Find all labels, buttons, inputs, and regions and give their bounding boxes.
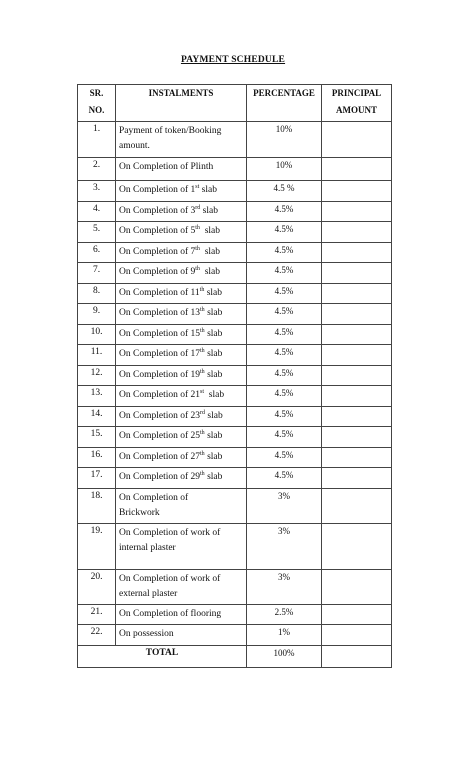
instalment-text: On Completion of 9th slab bbox=[119, 266, 220, 277]
row-sr-no: 10. bbox=[78, 324, 116, 345]
table-row bbox=[78, 427, 392, 448]
instalment-text: On Completion of 29th slab bbox=[119, 471, 223, 482]
table-row bbox=[78, 345, 392, 366]
instalment-text-line2: internal plaster bbox=[119, 542, 176, 553]
row-instalment bbox=[116, 427, 247, 448]
ordinal-suffix: th bbox=[199, 286, 205, 293]
row-sr-no: 20. bbox=[78, 569, 116, 604]
row-principal-amount bbox=[322, 222, 392, 243]
row-percentage: 4.5% bbox=[247, 263, 322, 284]
total-principal-amount bbox=[322, 645, 392, 667]
row-percentage: 4.5% bbox=[247, 427, 322, 448]
table-row bbox=[78, 122, 392, 158]
instalment-text-line2: Brickwork bbox=[119, 507, 160, 518]
row-principal-amount bbox=[322, 158, 392, 181]
row-principal-amount bbox=[322, 201, 392, 222]
document-title: PAYMENT SCHEDULE bbox=[180, 55, 286, 65]
row-instalment bbox=[116, 468, 247, 489]
instalment-text: On Completion of 25th slab bbox=[119, 430, 223, 441]
row-instalment bbox=[116, 447, 247, 468]
row-sr-no: 9. bbox=[78, 304, 116, 325]
row-sr-no: 13. bbox=[78, 386, 116, 407]
instalment-text-line2: external plaster bbox=[119, 588, 178, 599]
table-row bbox=[78, 386, 392, 407]
row-percentage: 4.5% bbox=[247, 222, 322, 243]
table-row bbox=[78, 365, 392, 386]
row-principal-amount bbox=[322, 386, 392, 407]
table-header-row bbox=[78, 85, 392, 122]
row-sr-no: 17. bbox=[78, 468, 116, 489]
row-percentage: 4.5% bbox=[247, 242, 322, 263]
row-instalment bbox=[116, 324, 247, 345]
row-sr-no: 4. bbox=[78, 201, 116, 222]
instalment-text: On Completion of 27th slab bbox=[119, 450, 223, 462]
row-percentage: 10% bbox=[247, 122, 322, 158]
row-sr-no: 2. bbox=[78, 158, 116, 181]
header-principal-amount: PRINCIPAL AMOUNT bbox=[322, 85, 392, 122]
row-principal-amount bbox=[322, 604, 392, 625]
row-percentage: 4.5% bbox=[247, 386, 322, 407]
row-principal-amount bbox=[322, 365, 392, 386]
row-principal-amount bbox=[322, 569, 392, 604]
table-row bbox=[78, 447, 392, 468]
row-percentage: 3% bbox=[247, 569, 322, 604]
table-row bbox=[78, 242, 392, 263]
row-sr-no: 19. bbox=[78, 523, 116, 569]
row-instalment bbox=[116, 122, 247, 158]
row-instalment bbox=[116, 406, 247, 427]
row-instalment bbox=[116, 158, 247, 181]
ordinal-suffix: th bbox=[200, 327, 205, 334]
instalment-text: On Completion of work of bbox=[119, 573, 221, 584]
table-row bbox=[78, 604, 392, 625]
row-principal-amount bbox=[322, 625, 392, 646]
row-instalment bbox=[116, 569, 247, 604]
row-sr-no: 5. bbox=[78, 222, 116, 243]
row-percentage: 4.5% bbox=[247, 201, 322, 222]
row-principal-amount bbox=[322, 304, 392, 325]
row-principal-amount bbox=[322, 488, 392, 523]
row-percentage: 4.5% bbox=[247, 304, 322, 325]
table-row bbox=[78, 201, 392, 222]
instalment-text: On Completion of 19th slab bbox=[119, 368, 223, 380]
table-row bbox=[78, 181, 392, 202]
ordinal-suffix: th bbox=[200, 450, 205, 457]
row-sr-no: 12. bbox=[78, 365, 116, 386]
ordinal-suffix: th bbox=[200, 430, 205, 436]
ordinal-suffix: st bbox=[200, 389, 205, 395]
row-percentage: 4.5% bbox=[247, 468, 322, 489]
instalment-text: On Completion of 23rd slab bbox=[119, 409, 223, 421]
table-row bbox=[78, 222, 392, 243]
ordinal-suffix: rd bbox=[200, 409, 206, 416]
total-row bbox=[78, 645, 392, 667]
instalment-text: On Completion of 13th slab bbox=[119, 307, 223, 318]
row-sr-no: 11. bbox=[78, 345, 116, 366]
row-instalment bbox=[116, 181, 247, 202]
table-row bbox=[78, 406, 392, 427]
ordinal-suffix: th bbox=[195, 266, 200, 272]
row-instalment bbox=[116, 523, 247, 569]
ordinal-suffix: th bbox=[200, 348, 205, 354]
ordinal-suffix: rd bbox=[195, 204, 201, 211]
row-principal-amount bbox=[322, 468, 392, 489]
instalment-text: On possession bbox=[119, 629, 174, 639]
row-percentage: 3% bbox=[247, 523, 322, 569]
instalment-text: On Completion of bbox=[119, 492, 189, 503]
row-instalment bbox=[116, 625, 247, 646]
instalment-text: Payment of token/Booking bbox=[119, 126, 222, 136]
row-percentage: 10% bbox=[247, 158, 322, 181]
table-row bbox=[78, 468, 392, 489]
instalment-text: On Completion of 5th slab bbox=[119, 225, 220, 236]
row-sr-no: 21. bbox=[78, 604, 116, 625]
instalment-text: On Completion of 21st slab bbox=[119, 389, 225, 400]
instalment-text: On Completion of 15th slab bbox=[119, 327, 223, 339]
ordinal-suffix: th bbox=[195, 225, 200, 231]
ordinal-suffix: th bbox=[195, 245, 200, 252]
row-principal-amount bbox=[322, 122, 392, 158]
instalment-text-line2: amount. bbox=[119, 141, 150, 151]
instalment-text: On Completion of work of bbox=[119, 527, 221, 538]
row-instalment bbox=[116, 488, 247, 523]
row-sr-no: 16. bbox=[78, 447, 116, 468]
row-instalment bbox=[116, 365, 247, 386]
ordinal-suffix: th bbox=[200, 307, 205, 313]
row-percentage: 2.5% bbox=[247, 604, 322, 625]
row-percentage: 3% bbox=[247, 488, 322, 523]
row-percentage: 4.5 % bbox=[247, 181, 322, 202]
row-percentage: 4.5% bbox=[247, 345, 322, 366]
total-percentage: 100% bbox=[247, 645, 322, 667]
row-sr-no: 3. bbox=[78, 181, 116, 202]
ordinal-suffix: th bbox=[200, 368, 205, 375]
row-instalment bbox=[116, 345, 247, 366]
instalment-text: On Completion of 3rd slab bbox=[119, 204, 218, 216]
row-sr-no: 7. bbox=[78, 263, 116, 284]
row-instalment bbox=[116, 242, 247, 263]
row-instalment bbox=[116, 201, 247, 222]
ordinal-suffix: st bbox=[195, 184, 200, 190]
row-instalment bbox=[116, 263, 247, 284]
row-principal-amount bbox=[322, 523, 392, 569]
payment-schedule-table bbox=[77, 84, 392, 668]
instalment-text: On Completion of 7th slab bbox=[119, 245, 220, 257]
row-principal-amount bbox=[322, 427, 392, 448]
row-percentage: 4.5% bbox=[247, 365, 322, 386]
row-principal-amount bbox=[322, 263, 392, 284]
row-principal-amount bbox=[322, 181, 392, 202]
instalment-text: On Completion of 17th slab bbox=[119, 348, 223, 359]
table-row bbox=[78, 304, 392, 325]
row-principal-amount bbox=[322, 242, 392, 263]
instalment-text: On Completion of 11th slab bbox=[119, 286, 223, 298]
row-percentage: 4.5% bbox=[247, 324, 322, 345]
table-row bbox=[78, 263, 392, 284]
table-row bbox=[78, 625, 392, 646]
row-percentage: 4.5% bbox=[247, 283, 322, 304]
row-sr-no: 18. bbox=[78, 488, 116, 523]
row-sr-no: 15. bbox=[78, 427, 116, 448]
row-percentage: 4.5% bbox=[247, 406, 322, 427]
instalment-text: On Completion of Plinth bbox=[119, 162, 214, 172]
row-principal-amount bbox=[322, 324, 392, 345]
row-sr-no: 22. bbox=[78, 625, 116, 646]
instalment-text: On Completion of 1st slab bbox=[119, 184, 217, 195]
instalment-text: On Completion of flooring bbox=[119, 608, 222, 619]
row-instalment bbox=[116, 386, 247, 407]
row-principal-amount bbox=[322, 406, 392, 427]
header-percentage: PERCENTAGE bbox=[247, 85, 322, 122]
row-instalment bbox=[116, 304, 247, 325]
row-percentage: 1% bbox=[247, 625, 322, 646]
row-instalment bbox=[116, 604, 247, 625]
row-instalment bbox=[116, 283, 247, 304]
table-row bbox=[78, 523, 392, 569]
header-instalments: INSTALMENTS bbox=[116, 85, 247, 122]
table-row bbox=[78, 324, 392, 345]
row-percentage: 4.5% bbox=[247, 447, 322, 468]
row-sr-no: 1. bbox=[78, 122, 116, 158]
table-row bbox=[78, 158, 392, 181]
row-principal-amount bbox=[322, 447, 392, 468]
table-row bbox=[78, 283, 392, 304]
row-principal-amount bbox=[322, 345, 392, 366]
table-row bbox=[78, 488, 392, 523]
row-sr-no: 14. bbox=[78, 406, 116, 427]
row-sr-no: 6. bbox=[78, 242, 116, 263]
row-instalment bbox=[116, 222, 247, 243]
ordinal-suffix: th bbox=[200, 471, 205, 477]
table-row bbox=[78, 569, 392, 604]
row-sr-no: 8. bbox=[78, 283, 116, 304]
row-principal-amount bbox=[322, 283, 392, 304]
total-label: TOTAL bbox=[78, 645, 247, 667]
header-sr-no: SR. NO. bbox=[78, 85, 116, 122]
